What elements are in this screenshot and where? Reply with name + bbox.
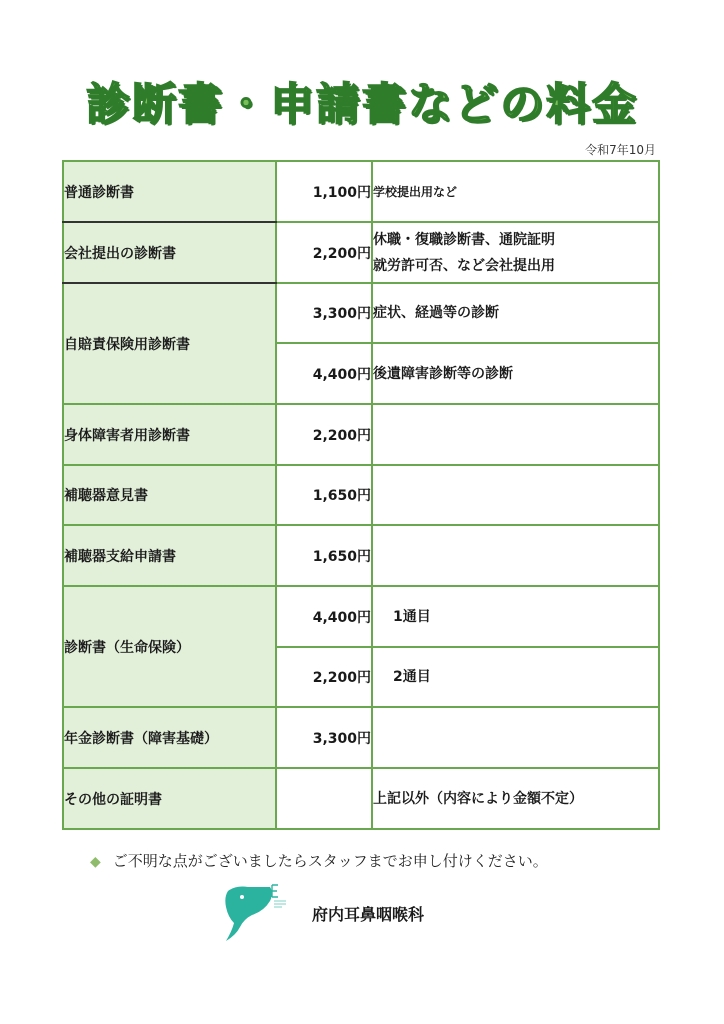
note-line: 就労許可否、など会社提出用 — [373, 257, 555, 274]
table-row — [63, 768, 659, 829]
document-price: 3,300円 — [276, 283, 372, 343]
document-note — [372, 647, 659, 707]
document-name: 普通診断書 — [63, 161, 276, 222]
document-name: 補聴器意見書 — [63, 465, 276, 525]
document-price: 2,200円 — [276, 647, 372, 707]
table-row — [63, 222, 659, 283]
document-price: 4,400円 — [276, 586, 372, 647]
document-note — [372, 465, 659, 525]
document-price: 4,400円 — [276, 343, 372, 404]
table-row — [63, 404, 659, 465]
document-note: 上記以外（内容により金額不定） — [372, 768, 659, 829]
document-price — [276, 768, 372, 829]
document-price: 1,650円 — [276, 465, 372, 525]
document-note: 後遺障害診断等の診断 — [372, 343, 659, 404]
table-row — [63, 707, 659, 768]
document-price: 1,100円 — [276, 161, 372, 222]
table-row — [63, 283, 659, 343]
table-row — [63, 586, 659, 647]
document-price: 1,650円 — [276, 525, 372, 586]
document-note — [372, 525, 659, 586]
document-note — [372, 586, 659, 647]
table-row — [63, 465, 659, 525]
document-name: 身体障害者用診断書 — [63, 404, 276, 465]
date-label: 令和7年10月 — [585, 143, 656, 157]
document-note — [372, 707, 659, 768]
note-text: 2通目 — [393, 669, 431, 685]
document-name: 年金診断書（障害基礎） — [63, 707, 276, 768]
document-note — [372, 222, 659, 283]
document-price: 3,300円 — [276, 707, 372, 768]
clinic-name: 府内耳鼻咽喉科 — [312, 905, 425, 924]
document-price: 2,200円 — [276, 404, 372, 465]
table-row — [63, 161, 659, 222]
footer-note-text: ご不明な点がございましたらスタッフまでお申し付けください。 — [112, 852, 548, 870]
footer-note — [90, 850, 548, 871]
elephant-logo-icon — [218, 883, 288, 943]
fee-table — [62, 160, 660, 830]
document-name: 会社提出の診断書 — [63, 222, 276, 283]
document-name: その他の証明書 — [63, 768, 276, 829]
note-text: 1通目 — [393, 608, 431, 625]
diamond-bullet-icon: ◆ — [90, 854, 101, 870]
document-price: 2,200円 — [276, 222, 372, 283]
document-note: 学校提出用など — [372, 161, 659, 222]
page-title: 診断書・申請書などの料金 — [86, 79, 638, 130]
document-name: 診断書（生命保険） — [63, 586, 276, 707]
document-note: 症状、経過等の診断 — [372, 283, 659, 343]
document-note — [372, 404, 659, 465]
table-row — [63, 525, 659, 586]
document-name: 自賠責保険用診断書 — [63, 283, 276, 404]
note-line: 休職・復職診断書、通院証明 — [373, 231, 555, 248]
document-name: 補聴器支給申請書 — [63, 525, 276, 586]
